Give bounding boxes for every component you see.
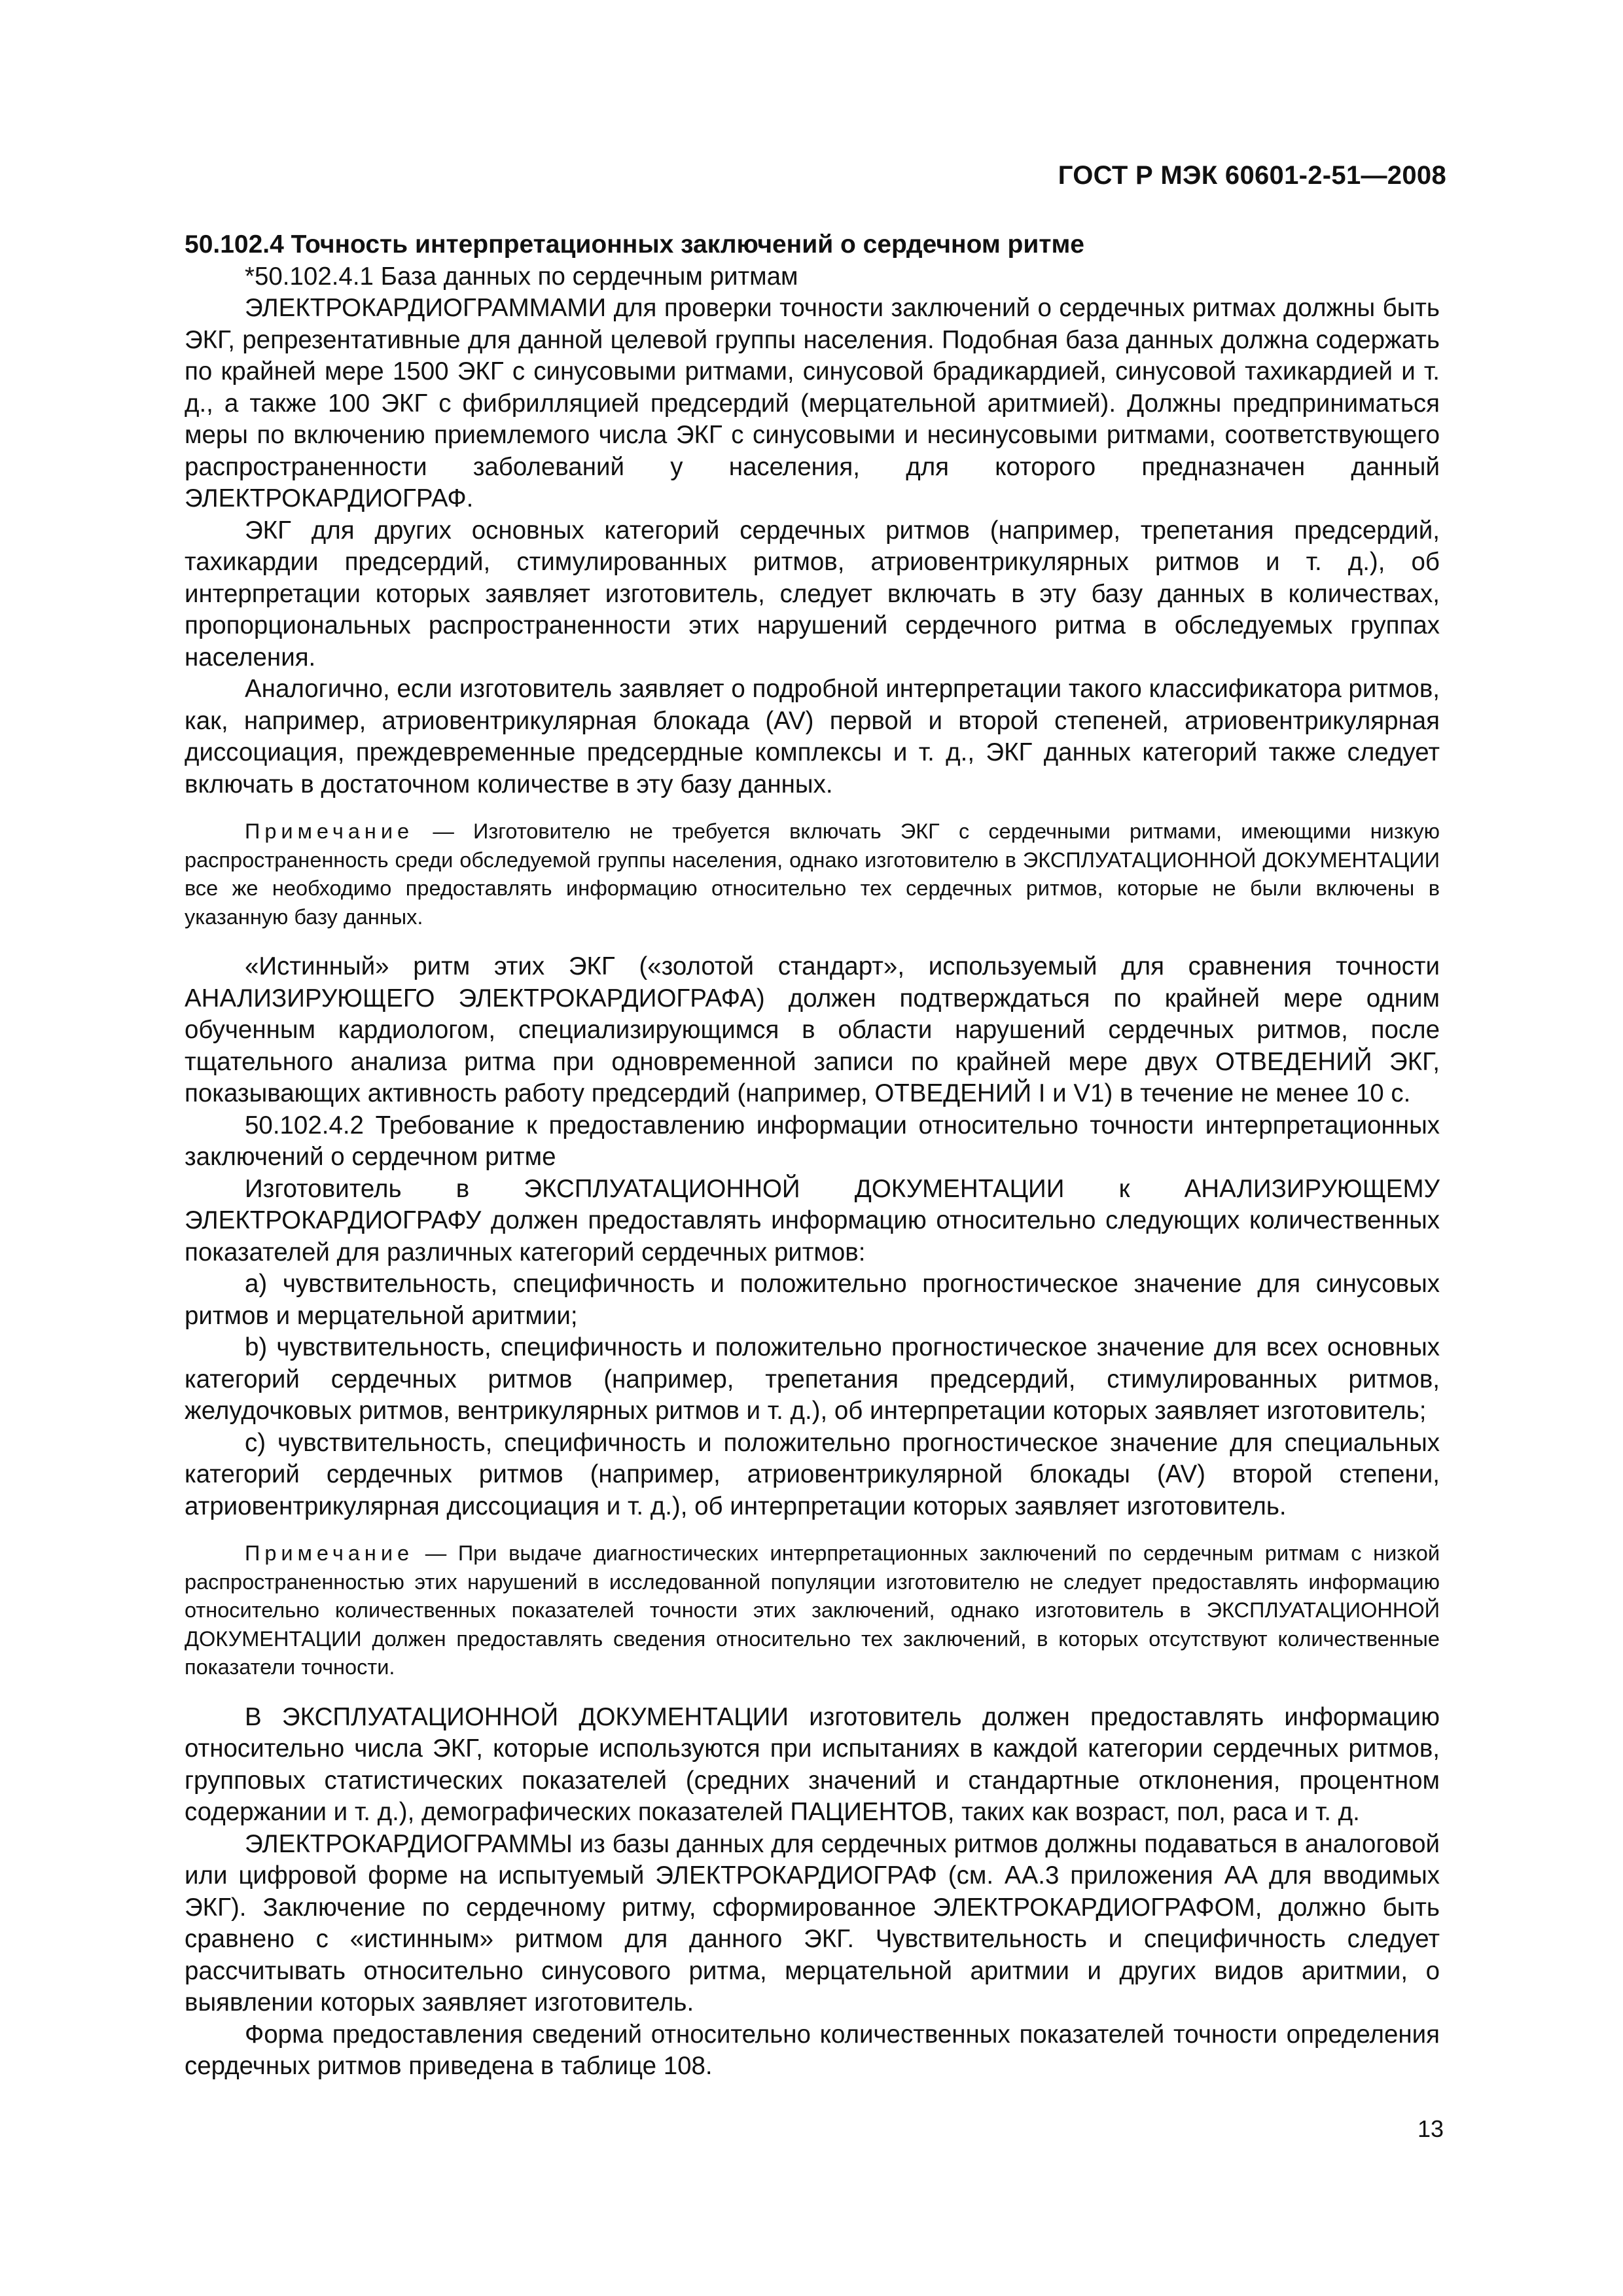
paragraph: «Истинный» ритм этих ЭКГ («золотой стандарт», используемый для сравнения точности АНАЛИЗИРУЮЩЕГО ЭЛЕКТРОКАРДИОГРАФА) должен подтверждаться по крайней мере одним обученным кардиологом, специализирующимся в области нарушений сердечных ритмов, после тщательного анализа ритма при одновременной записи по крайней мере двух ОТВЕДЕНИЙ ЭКГ, показывающих активность работу предсердий (например, ОТВЕДЕНИЙ I и V1) в течение не менее 10 с. xyxy=(185,952,1440,1107)
list-item: c) чувствительность, специфичность и положительно прогностическое значение для специальных категорий сердечных ритмов (например, атриовентрикулярной блокады (AV) второй степени, атриовентрикулярная диссоциация и т. д.), об интерпретации которых заявляет изготовитель. xyxy=(185,1428,1440,1520)
note-label: Примечание xyxy=(245,1541,414,1565)
document-header: ГОСТ Р МЭК 60601-2-51—2008 xyxy=(1058,161,1446,190)
paragraph: Форма предоставления сведений относительно количественных показателей точности определения сердечных ритмов приведена в таблице 108. xyxy=(185,2020,1440,2080)
paragraph: ЭЛЕКТРОКАРДИОГРАММЫ из базы данных для сердечных ритмов должны подаваться в аналоговой или цифровой форме на испытуемый ЭЛЕКТРОКАРДИОГРАФ (см. АА.3 приложения АА для вводимых ЭКГ). Заключение по сердечному ритму, сформированное ЭЛЕКТРОКАРДИОГРАФОМ, должно быть сравнено с «истинным» ритмом для данного ЭКГ. Чувствительность и специфичность следует рассчитывать относительно синусового ритма, мерцательной аритмии и других видов аритмии, о выявлении которых заявляет изготовитель. xyxy=(185,1829,1440,2017)
list-item: b) чувствительность, специфичность и положительно прогностическое значение для всех основных категорий сердечных ритмов (например, трепетания предсердий, стимулированных ритмов, желудочковых ритмов, вентрикулярных ритмов и т. д.), об интерпретации которых заявляет изготовитель; xyxy=(185,1333,1440,1425)
note-label: Примечание xyxy=(245,819,414,843)
document-body xyxy=(185,229,1440,2083)
list-item: a) чувствительность, специфичность и положительно прогностическое значение для синусовых ритмов и мерцательной аритмии; xyxy=(185,1270,1440,1330)
section-heading: 50.102.4 Точность интерпретационных заключений о сердечном ритме xyxy=(185,230,1084,259)
paragraph: ЭКГ для других основных категорий сердечных ритмов (например, трепетания предсердий, тахикардии предсердий, стимулированных ритмов, атриовентрикулярных ритмов и т. д.), об интерпретации которых заявляет изготовитель, следует включать в эту базу данных в количествах, пропорциональных распространенности этих нарушений сердечного ритма в обследуемых группах населения. xyxy=(185,516,1440,672)
paragraph: Изготовитель в ЭКСПЛУАТАЦИОННОЙ ДОКУМЕНТАЦИИ к АНАЛИЗИРУЮЩЕМУ ЭЛЕКТРОКАРДИОГРАФУ должен предоставлять информацию относительно следующих количественных показателей для различных категорий сердечных ритмов: xyxy=(185,1174,1440,1266)
note-text: — Изготовителю не требуется включать ЭКГ с сердечными ритмами, имеющими низкую распространенность среди обследуемой группы населения, однако изготовителю в ЭКСПЛУАТАЦИОННОЙ ДОКУМЕНТАЦИИ все же необходимо предоставлять информацию относительно тех сердечных ритмов, которые не были включены в указанную базу данных. xyxy=(185,819,1440,929)
note-text: — При выдаче диагностических интерпретационных заключений по сердечным ритмам с низкой распространенностью этих нарушений в исследованной популяции изготовителю не следует предоставлять информацию относительно количественных показателей точности этих заключений, однако изготовитель в ЭКСПЛУАТАЦИОННОЙ ДОКУМЕНТАЦИИ должен предоставлять сведения относительно тех заключений, в которых отсутствуют количественные показатели точности. xyxy=(185,1541,1440,1679)
note xyxy=(185,1539,1440,1682)
note xyxy=(185,817,1440,931)
paragraph: ЭЛЕКТРОКАРДИОГРАММАМИ для проверки точности заключений о сердечных ритмах должны быть ЭКГ, репрезентативные для данной целевой группы населения. Подобная база данных должна содержать по крайней мере 1500 ЭКГ с синусовыми ритмами, синусовой брадикардией, синусовой тахикардией и т. д., а также 100 ЭКГ с фибрилляцией предсердий (мерцательной аритмией). Должны предприниматься меры по включению приемлемого числа ЭКГ с синусовыми и несинусовыми ритмами, соответствующего распространенности заболеваний у населения, для которого предназначен данный ЭЛЕКТРОКАРДИОГРАФ. xyxy=(185,294,1440,512)
paragraph: Аналогично, если изготовитель заявляет о подробной интерпретации такого классификатора ритмов, как, например, атриовентрикулярная блокада (AV) первой и второй степеней, атриовентрикулярная диссоциация, преждевременные предсердные комплексы и т. д., ЭКГ данных категорий также следует включать в достаточном количестве в эту базу данных. xyxy=(185,675,1440,798)
page-number: 13 xyxy=(1417,2115,1444,2142)
subsection-title: *50.102.4.1 База данных по сердечным ритмам xyxy=(245,262,798,291)
subsection-title: 50.102.4.2 Требование к предоставлению информации относительно точности интерпретационных заключений о сердечном ритме xyxy=(185,1111,1440,1171)
paragraph: В ЭКСПЛУАТАЦИОННОЙ ДОКУМЕНТАЦИИ изготовитель должен предоставлять информацию относительно числа ЭКГ, которые используются при испытаниях в каждой категории сердечных ритмов, групповых статистических показателей (средних значений и стандартные отклонения, процентном содержании и т. д.), демографических показателей ПАЦИЕНТОВ, таких как возраст, пол, раса и т. д. xyxy=(185,1702,1440,1826)
